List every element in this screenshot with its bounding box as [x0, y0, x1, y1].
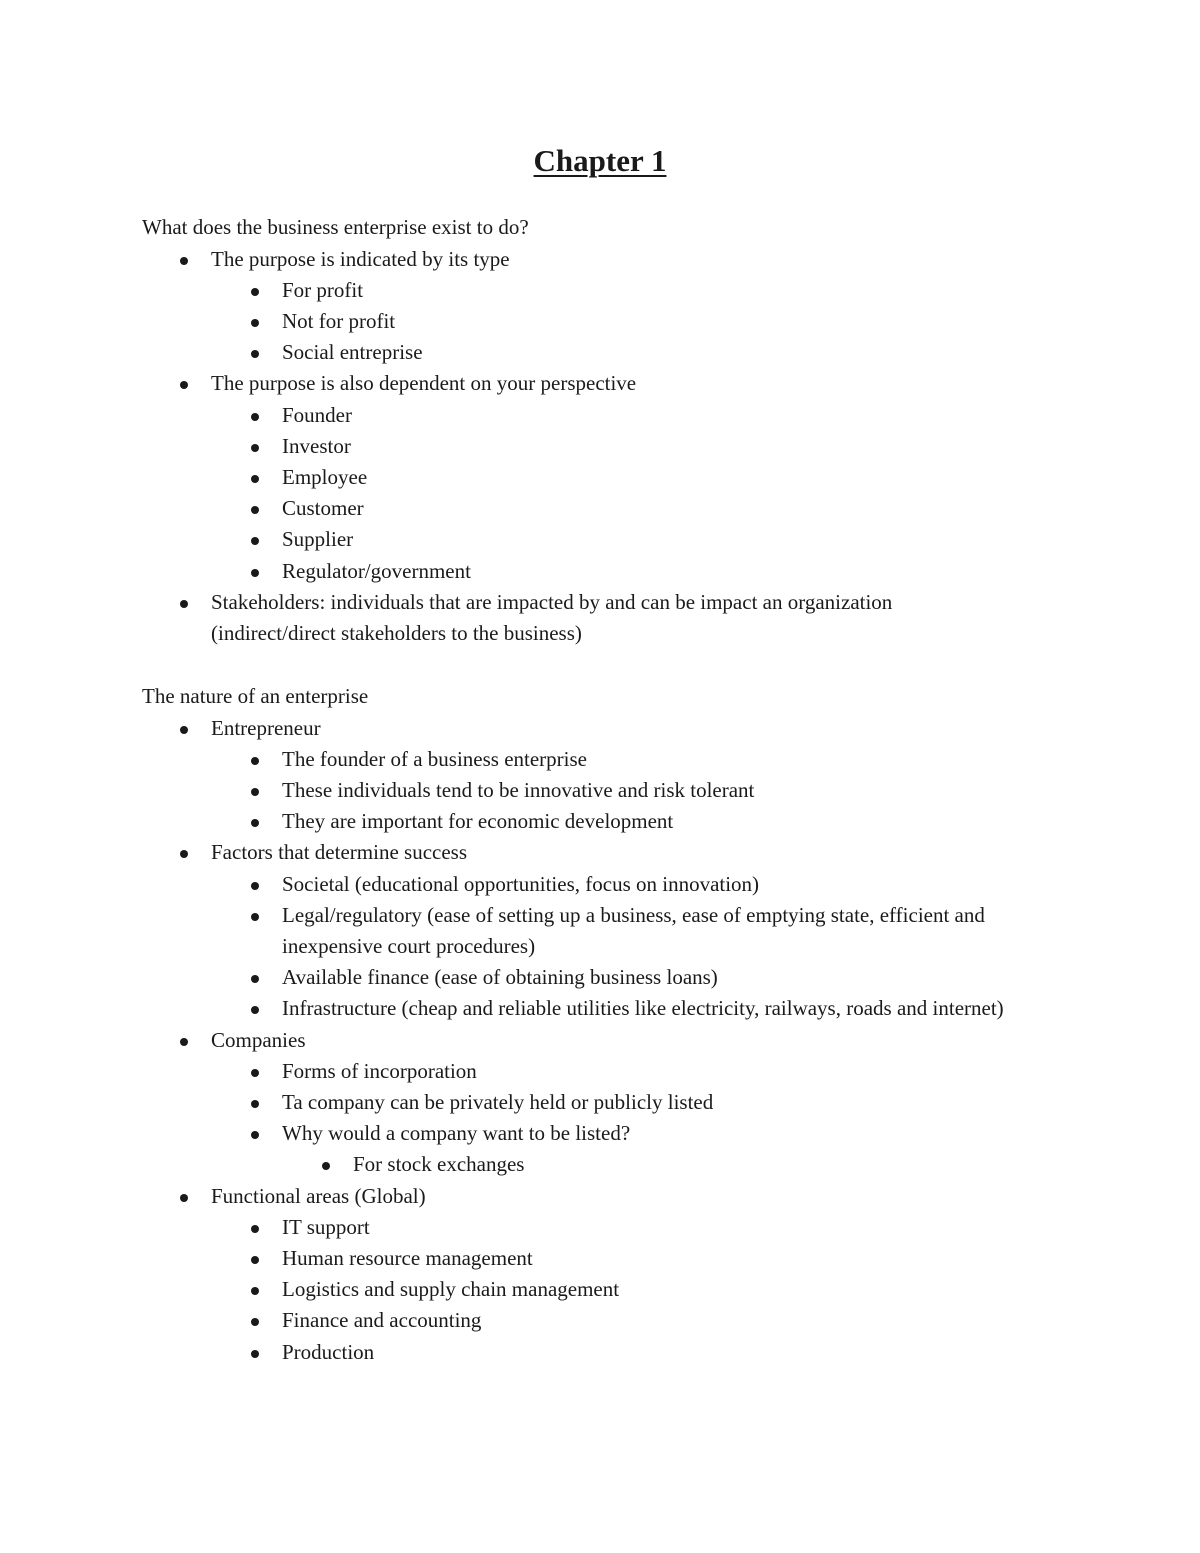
list-item: For stock exchanges: [0, 1149, 1200, 1180]
bullet-icon: [180, 257, 188, 265]
list-item: Societal (educational opportunities, focus on innovation): [0, 869, 1200, 900]
list-item: Production: [0, 1337, 1200, 1368]
bullet-icon: [251, 975, 259, 983]
page-title: Chapter 1: [533, 143, 667, 178]
bullet-icon: [251, 1069, 259, 1077]
bullet-icon: [251, 350, 259, 358]
nature-list: [0, 713, 1200, 1368]
bullet-icon: [251, 413, 259, 421]
bullet-icon: [251, 1100, 259, 1108]
bullet-icon: [251, 1287, 259, 1295]
bullet-icon: [251, 288, 259, 296]
bullet-icon: [251, 1350, 259, 1358]
bullet-icon: [180, 850, 188, 858]
bullet-icon: [251, 1318, 259, 1326]
list-item: Not for profit: [0, 306, 1200, 337]
list-item: Founder: [0, 400, 1200, 431]
bullet-icon: [251, 913, 259, 921]
list-item: They are important for economic development: [0, 806, 1200, 837]
bullet-icon: [251, 1006, 259, 1014]
list-item: Stakeholders: individuals that are impacted by and can be impact an organization (indirect/direct stakeholders to the business): [0, 587, 1200, 649]
bullet-icon: [251, 506, 259, 514]
list-item: Human resource management: [0, 1243, 1200, 1274]
list-item: IT support: [0, 1212, 1200, 1243]
list-item: Infrastructure (cheap and reliable utilities like electricity, railways, roads and internet): [0, 993, 1200, 1024]
bullet-icon: [251, 882, 259, 890]
list-item: Factors that determine success: [0, 837, 1200, 868]
section-heading-purpose: What does the business enterprise exist to do?: [142, 215, 529, 239]
list-item: Employee: [0, 462, 1200, 493]
bullet-icon: [251, 444, 259, 452]
list-item: Regulator/government: [0, 556, 1200, 587]
list-item: The purpose is also dependent on your perspective: [0, 368, 1200, 399]
list-item: Forms of incorporation: [0, 1056, 1200, 1087]
bullet-icon: [251, 537, 259, 545]
bullet-icon: [180, 1194, 188, 1202]
list-item: Ta company can be privately held or publicly listed: [0, 1087, 1200, 1118]
bullet-icon: [251, 475, 259, 483]
list-item: Legal/regulatory (ease of setting up a business, ease of emptying state, efficient and inexpensive court procedures): [0, 900, 1200, 962]
bullet-icon: [180, 381, 188, 389]
list-item: Functional areas (Global): [0, 1181, 1200, 1212]
list-item: Companies: [0, 1025, 1200, 1056]
list-item: Logistics and supply chain management: [0, 1274, 1200, 1305]
bullet-icon: [251, 319, 259, 327]
list-item: For profit: [0, 275, 1200, 306]
list-item: Supplier: [0, 524, 1200, 555]
bullet-icon: [322, 1162, 330, 1170]
bullet-icon: [180, 726, 188, 734]
list-item: Why would a company want to be listed?: [0, 1118, 1200, 1149]
list-item: Entrepreneur: [0, 713, 1200, 744]
list-item: These individuals tend to be innovative and risk tolerant: [0, 775, 1200, 806]
bullet-icon: [251, 1131, 259, 1139]
bullet-icon: [180, 1038, 188, 1046]
bullet-icon: [251, 757, 259, 765]
list-item: Finance and accounting: [0, 1305, 1200, 1336]
bullet-icon: [180, 600, 188, 608]
bullet-icon: [251, 1256, 259, 1264]
list-item: Available finance (ease of obtaining business loans): [0, 962, 1200, 993]
list-item: The purpose is indicated by its type: [0, 244, 1200, 275]
bullet-icon: [251, 788, 259, 796]
list-item: Social entreprise: [0, 337, 1200, 368]
list-item: The founder of a business enterprise: [0, 744, 1200, 775]
purpose-list: [0, 244, 1200, 650]
bullet-icon: [251, 1225, 259, 1233]
section-heading-nature: The nature of an enterprise: [142, 684, 369, 708]
bullet-icon: [251, 819, 259, 827]
list-item: Customer: [0, 493, 1200, 524]
list-item: Investor: [0, 431, 1200, 462]
bullet-icon: [251, 569, 259, 577]
